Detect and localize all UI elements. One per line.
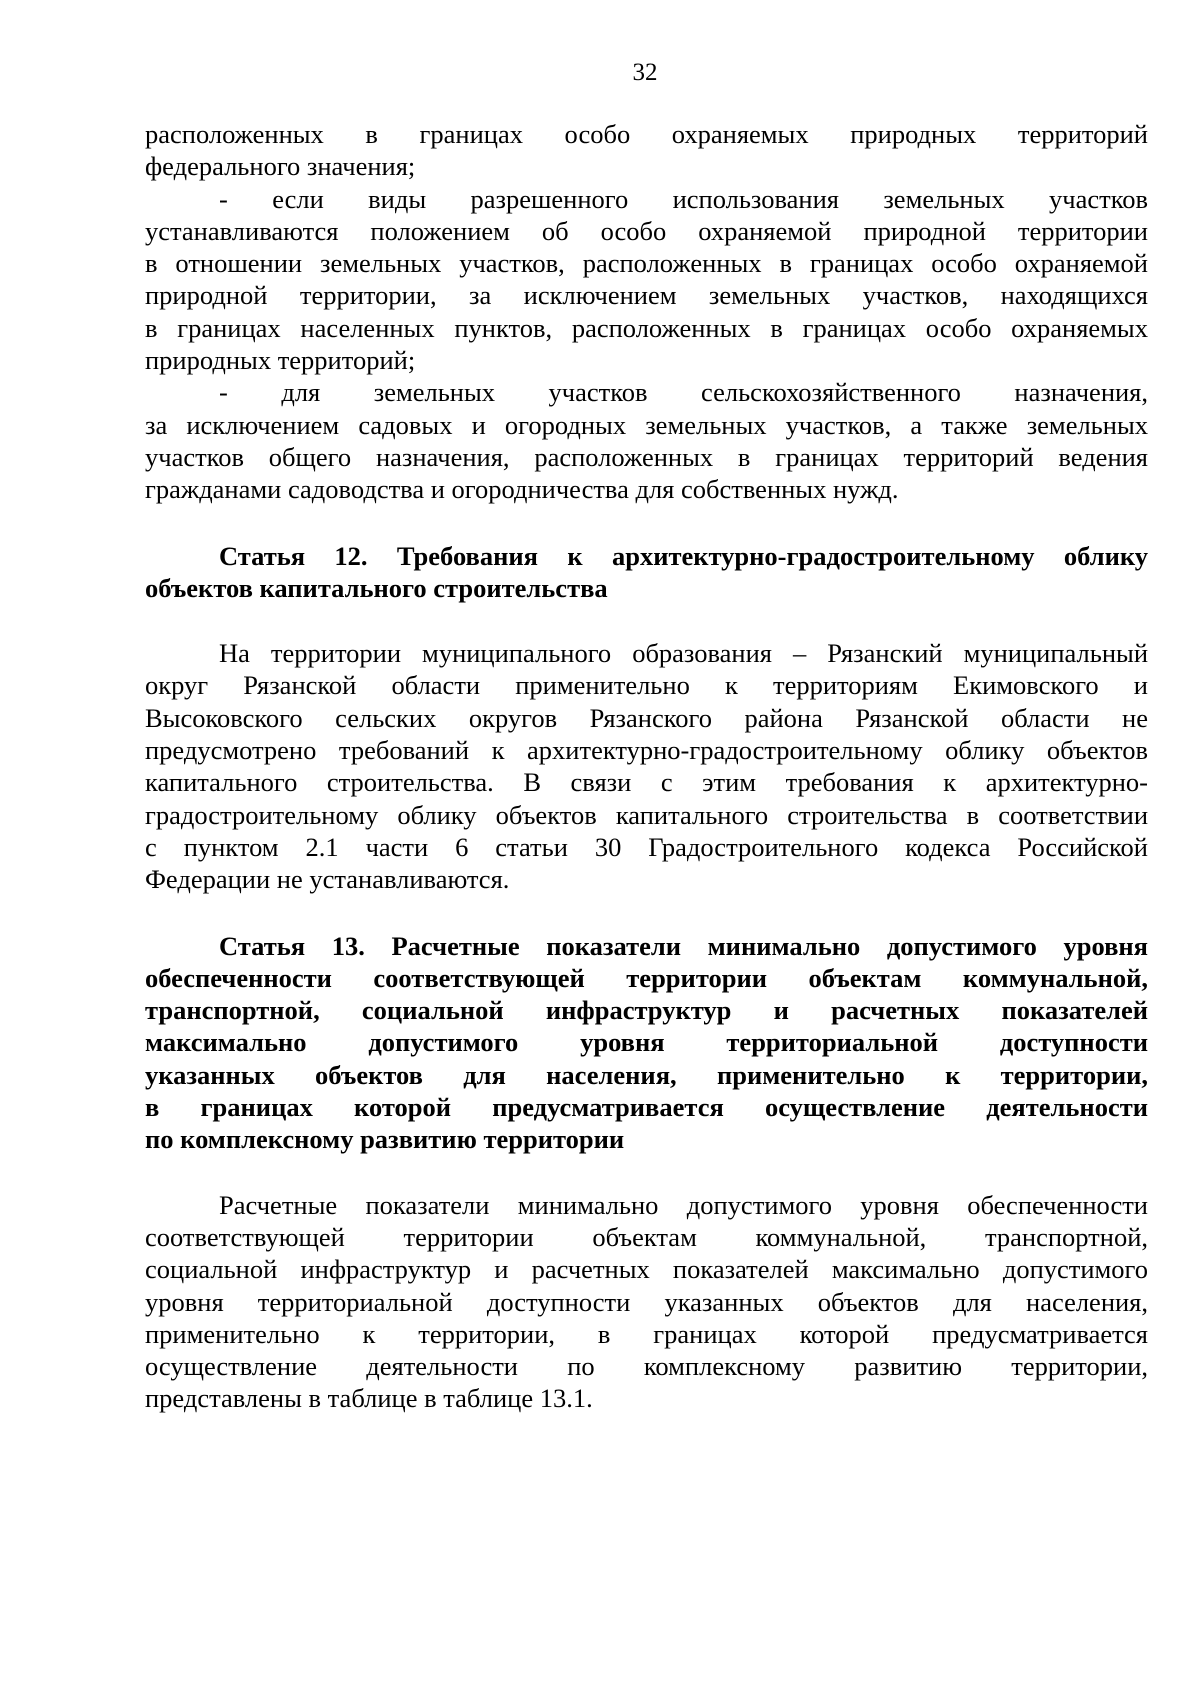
heading-line: объектов капитального строительства	[145, 572, 608, 603]
heading-line: указанных объектов для населения, применительно к территории,	[145, 1059, 1148, 1090]
text-line: Федерации не устанавливаются.	[145, 864, 510, 895]
text-line: соответствующей территории объектам коммунальной, транспортной,	[145, 1221, 1148, 1252]
article-13-heading	[145, 930, 1148, 1156]
text-line: участков общего назначения, расположенных в границах территорий ведения	[145, 441, 1148, 472]
text-line: гражданами садоводства и огородничества для собственных нужд.	[145, 474, 899, 505]
article-13-body	[145, 1189, 1148, 1415]
text-line: в границах населенных пунктов, расположенных в границах особо охраняемых	[145, 312, 1148, 343]
heading-line: Статья 12. Требования к архитектурно-градостроительному облику	[219, 540, 1148, 571]
text-line: природных территорий;	[145, 345, 416, 376]
article-12-body	[145, 637, 1148, 895]
text-line: расположенных в границах особо охраняемых природных территорий	[145, 119, 1148, 149]
text-line: в отношении земельных участков, расположенных в границах особо охраняемой	[145, 248, 1148, 279]
heading-line: транспортной, социальной инфраструктур и расчетных показателей	[145, 995, 1148, 1026]
text-line: природной территории, за исключением земельных участков, находящихся	[145, 280, 1148, 311]
text-line: градостроительному облику объектов капитального строительства в соответствии	[145, 799, 1148, 830]
heading-line: обеспеченности соответствующей территории объектам коммунальной,	[145, 962, 1148, 993]
text-line: капитального строительства. В связи с этим требования к архитектурно-	[145, 767, 1148, 798]
text-line: за исключением садовых и огородных земельных участков, а также земельных	[145, 409, 1148, 440]
heading-line: в границах которой предусматривается осуществление деятельности	[145, 1092, 1148, 1123]
text-line: - если виды разрешенного использования земельных участков	[219, 183, 1148, 214]
text-line: Высоковского сельских округов Рязанского района Рязанской области не	[145, 702, 1148, 733]
paragraph-list-item	[145, 376, 1148, 505]
text-line: социальной инфраструктур и расчетных показателей максимально допустимого	[145, 1254, 1148, 1285]
text-line: - для земельных участков сельскохозяйственного назначения,	[219, 377, 1148, 408]
text-line: применительно к территории, в границах которой предусматривается	[145, 1318, 1148, 1349]
text-line: округ Рязанской области применительно к территориям Екимовского и	[145, 670, 1148, 701]
heading-line: по комплексному развитию территории	[145, 1124, 625, 1155]
heading-line: максимально допустимого уровня территориальной доступности	[145, 1027, 1148, 1058]
text-line: устанавливаются положением об особо охраняемой природной территории	[145, 215, 1148, 246]
text-line: уровня территориальной доступности указанных объектов для населения,	[145, 1286, 1148, 1317]
text-line: Расчетные показатели минимально допустимого уровня обеспеченности	[219, 1189, 1148, 1220]
text-line: федерального значения;	[145, 151, 416, 182]
page-number: 32	[632, 59, 658, 86]
heading-line: Статья 13. Расчетные показатели минимально допустимого уровня	[219, 930, 1148, 961]
article-12-heading	[145, 540, 1148, 605]
text-line: На территории муниципального образования – Рязанский муниципальный	[219, 638, 1148, 669]
text-line: с пунктом 2.1 части 6 статьи 30 Градостроительного кодекса Российской	[145, 831, 1148, 862]
text-line: осуществление деятельности по комплексному развитию территории,	[145, 1351, 1148, 1382]
text-line: предусмотрено требований к архитектурно-градостроительному облику объектов	[145, 735, 1148, 766]
text-line: представлены в таблице в таблице 13.1.	[145, 1383, 593, 1414]
document-body	[145, 118, 1148, 1415]
paragraph-list-item	[145, 183, 1148, 377]
paragraph-continuation	[145, 118, 1148, 183]
